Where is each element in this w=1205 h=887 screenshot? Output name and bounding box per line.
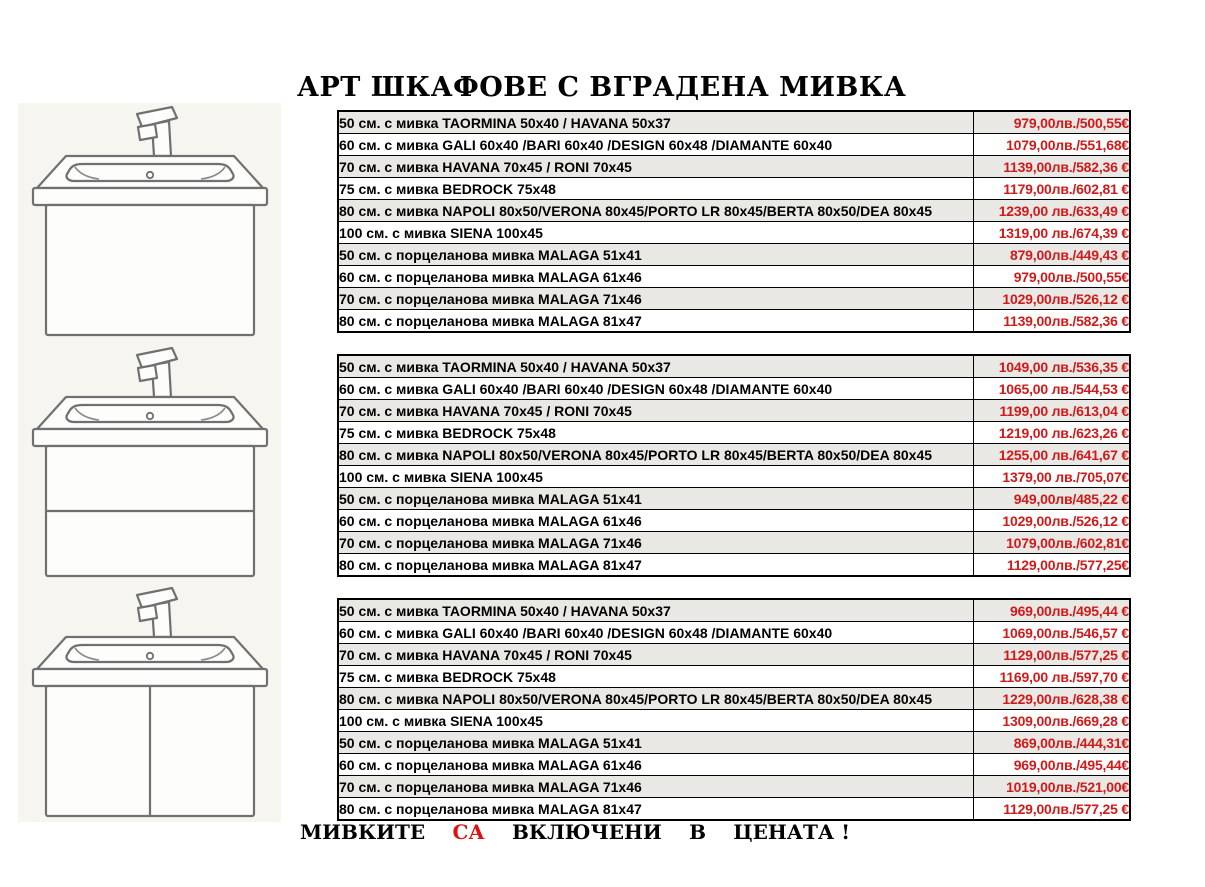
product-description: 60 см. с мивка GALI 60x40 /BARI 60x40 /DESIGN 60x48 /DIAMANTE 60x40 — [338, 134, 973, 156]
product-description: 80 см. с порцеланова мивка MALAGA 81x47 — [338, 798, 973, 821]
product-price: 1019,00лв./521,00€ — [973, 776, 1130, 798]
price-row — [338, 134, 1130, 156]
product-description: 70 см. с мивка HAVANA 70x45 / RONI 70x45 — [338, 644, 973, 666]
price-row — [338, 644, 1130, 666]
product-price: 1079,00лв./551,68€ — [973, 134, 1130, 156]
price-row — [338, 178, 1130, 200]
product-price: 969,00лв./495,44€ — [973, 754, 1130, 776]
product-price: 1309,00лв./669,28 € — [973, 710, 1130, 732]
overflow-hole — [146, 653, 152, 659]
price-row — [338, 510, 1130, 532]
product-price: 1065,00 лв./544,53 € — [973, 378, 1130, 400]
product-description: 70 см. с мивка HAVANA 70x45 / RONI 70x45 — [338, 156, 973, 178]
price-row — [338, 776, 1130, 798]
price-row — [338, 378, 1130, 400]
product-price: 1049,00 лв./536,35 € — [973, 355, 1130, 378]
price-row — [338, 554, 1130, 577]
product-price: 1139,00лв./582,36 € — [973, 310, 1130, 333]
page-title: АРТ ШКАФОВЕ С ВГРАДЕНА МИВКА — [297, 72, 907, 103]
price-row — [338, 466, 1130, 488]
overflow-hole — [146, 172, 152, 178]
price-row — [338, 422, 1130, 444]
price-table-two-doors — [337, 598, 1131, 821]
product-price: 1079,00лв./602,81€ — [973, 532, 1130, 554]
product-price: 1029,00лв./526,12 € — [973, 288, 1130, 310]
price-row — [338, 599, 1130, 622]
product-description: 60 см. с порцеланова мивка MALAGA 61x46 — [338, 510, 973, 532]
price-row — [338, 732, 1130, 754]
product-description: 80 см. с порцеланова мивка MALAGA 81x47 — [338, 554, 973, 577]
price-row — [338, 310, 1130, 333]
footer-word: ЦЕНАТА ! — [733, 820, 850, 844]
overflow-hole — [146, 412, 152, 418]
product-price: 1129,00лв./577,25 € — [973, 644, 1130, 666]
product-description: 50 см. с мивка TAORMINA 50x40 / HAVANA 50x37 — [338, 355, 973, 378]
product-description: 80 см. с мивка NAPOLI 80x50/VERONA 80x45/PORTO LR 80x45/BERTA 80x50/DEA 80x45 — [338, 688, 973, 710]
footer-note — [300, 820, 850, 844]
product-description: 80 см. с мивка NAPOLI 80x50/VERONA 80x45/PORTO LR 80x45/BERTA 80x50/DEA 80x45 — [338, 444, 973, 466]
product-price: 1255,00 лв./641,67 € — [973, 444, 1130, 466]
product-description: 100 см. с мивка SIENA 100x45 — [338, 222, 973, 244]
product-description: 70 см. с порцеланова мивка MALAGA 71x46 — [338, 288, 973, 310]
product-price: 969,00лв./495,44 € — [973, 599, 1130, 622]
price-row — [338, 266, 1130, 288]
product-description: 80 см. с порцеланова мивка MALAGA 81x47 — [338, 310, 973, 333]
price-row — [338, 111, 1130, 134]
price-row — [338, 222, 1130, 244]
product-description: 70 см. с мивка HAVANA 70x45 / RONI 70x45 — [338, 400, 973, 422]
product-description: 100 см. с мивка SIENA 100x45 — [338, 466, 973, 488]
product-description: 75 см. с мивка BEDROCK 75x48 — [338, 422, 973, 444]
price-row — [338, 710, 1130, 732]
product-price: 1169,00 лв./597,70 € — [973, 666, 1130, 688]
price-row — [338, 798, 1130, 821]
product-price: 979,00лв./500,55€ — [973, 266, 1130, 288]
product-description: 100 см. с мивка SIENA 100x45 — [338, 710, 973, 732]
product-price: 1319,00 лв./674,39 € — [973, 222, 1130, 244]
price-row — [338, 532, 1130, 554]
price-row — [338, 156, 1130, 178]
price-table-two-drawers — [337, 354, 1131, 577]
price-row — [338, 355, 1130, 378]
product-price: 1129,00лв./577,25 € — [973, 798, 1130, 821]
product-price: 1219,00 лв./623,26 € — [973, 422, 1130, 444]
product-price: 1029,00лв./526,12 € — [973, 510, 1130, 532]
price-row — [338, 666, 1130, 688]
product-description: 60 см. с мивка GALI 60x40 /BARI 60x40 /DESIGN 60x48 /DIAMANTE 60x40 — [338, 622, 973, 644]
price-row — [338, 400, 1130, 422]
product-price: 1179,00лв./602,81 € — [973, 178, 1130, 200]
product-description: 50 см. с порцеланова мивка MALAGA 51x41 — [338, 732, 973, 754]
product-description: 75 см. с мивка BEDROCK 75x48 — [338, 666, 973, 688]
price-row — [338, 200, 1130, 222]
product-price: 1379,00 лв./705,07€ — [973, 466, 1130, 488]
product-price: 1229,00лв./628,38 € — [973, 688, 1130, 710]
product-description: 60 см. с мивка GALI 60x40 /BARI 60x40 /DESIGN 60x48 /DIAMANTE 60x40 — [338, 378, 973, 400]
price-row — [338, 754, 1130, 776]
footer-word: ВКЛЮЧЕНИ — [511, 820, 662, 844]
price-row — [338, 288, 1130, 310]
product-description: 50 см. с мивка TAORMINA 50x40 / HAVANA 50x37 — [338, 599, 973, 622]
product-price: 1129,00лв./577,25€ — [973, 554, 1130, 577]
product-description: 50 см. с порцеланова мивка MALAGA 51x41 — [338, 488, 973, 510]
cabinet-one-door-image — [25, 106, 275, 338]
product-description: 50 см. с мивка TAORMINA 50x40 / HAVANA 50x37 — [338, 111, 973, 134]
product-description: 50 см. с порцеланова мивка MALAGA 51x41 — [338, 244, 973, 266]
product-description: 60 см. с порцеланова мивка MALAGA 61x46 — [338, 266, 973, 288]
cabinet-two-drawers-image — [25, 347, 275, 579]
product-price: 949,00лв/485,22 € — [973, 488, 1130, 510]
footer-word: В — [689, 820, 706, 844]
product-price: 979,00лв./500,55€ — [973, 111, 1130, 134]
cabinet-body — [46, 205, 254, 335]
price-row — [338, 622, 1130, 644]
product-description: 70 см. с порцеланова мивка MALAGA 71x46 — [338, 532, 973, 554]
product-description: 75 см. с мивка BEDROCK 75x48 — [338, 178, 973, 200]
product-price: 879,00лв./449,43 € — [973, 244, 1130, 266]
product-description: 60 см. с порцеланова мивка MALAGA 61x46 — [338, 754, 973, 776]
product-description: 80 см. с мивка NAPOLI 80x50/VERONA 80x45/PORTO LR 80x45/BERTA 80x50/DEA 80x45 — [338, 200, 973, 222]
product-price: 1069,00лв./546,57 € — [973, 622, 1130, 644]
product-description: 70 см. с порцеланова мивка MALAGA 71x46 — [338, 776, 973, 798]
footer-word-highlight: СА — [452, 820, 485, 844]
price-row — [338, 244, 1130, 266]
product-price: 1239,00 лв./633,49 € — [973, 200, 1130, 222]
cabinet-images-panel — [18, 103, 281, 822]
product-price: 869,00лв./444,31€ — [973, 732, 1130, 754]
product-price: 1199,00 лв./613,04 € — [973, 400, 1130, 422]
cabinet-two-doors-image — [25, 587, 275, 819]
product-price: 1139,00лв./582,36 € — [973, 156, 1130, 178]
footer-word: МИВКИТЕ — [300, 820, 426, 844]
price-row — [338, 688, 1130, 710]
price-row — [338, 444, 1130, 466]
price-row — [338, 488, 1130, 510]
price-table-one-door — [337, 110, 1131, 333]
